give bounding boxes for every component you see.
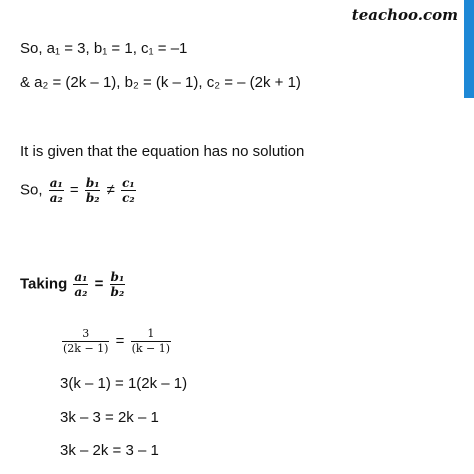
fraction-a-taking [73,270,88,299]
equals: = [115,332,125,350]
equals: = [69,181,79,199]
b1: b₁ [110,270,125,284]
step-2: 3k – 3 = 2k – 1 [60,409,159,426]
step-1: 3(k – 1) = 1(2k – 1) [60,375,188,392]
taking-row [20,270,127,299]
f2-num: 1 [147,327,155,340]
line-coefficients-1: So, a₁ = 3, b₁ = 1, c₁ = –1 [20,40,188,57]
b1: b₁ [85,176,100,190]
f1-den: (2k − 1) [63,342,109,355]
a2: a₂ [49,191,63,205]
b2: b₂ [85,191,100,205]
step-3: 3k – 2k = 3 – 1 [60,442,159,459]
a1: a₁ [49,176,63,190]
fraction-c [121,176,136,205]
f1-num: 3 [82,327,90,340]
a2: a₂ [74,285,88,299]
f2-den: (k − 1) [131,342,171,355]
c1: c₁ [122,176,135,190]
not-equal: ≠ [106,181,115,199]
so-label: So, [20,181,43,199]
a1: a₁ [74,270,88,284]
equals: = [94,275,104,293]
accent-bar-blue [464,0,474,98]
fraction-b [85,176,101,205]
substitution-row [60,327,173,356]
fraction-1 [131,327,171,356]
fraction-b-taking [110,270,126,299]
b2: b₂ [110,285,125,299]
c2: c₂ [122,191,135,205]
teachoo-logo: teachoo.com [351,6,458,24]
fraction-a [49,176,64,205]
accent-bar [464,0,474,474]
condition-row [20,176,138,205]
line-coefficients-2: & a₂ = (2k – 1), b₂ = (k – 1), c₂ = – (2k + 1) [20,74,301,91]
line-no-solution: It is given that the equation has no solution [20,143,305,160]
taking-label: Taking [20,275,68,293]
fraction-3 [62,327,109,356]
